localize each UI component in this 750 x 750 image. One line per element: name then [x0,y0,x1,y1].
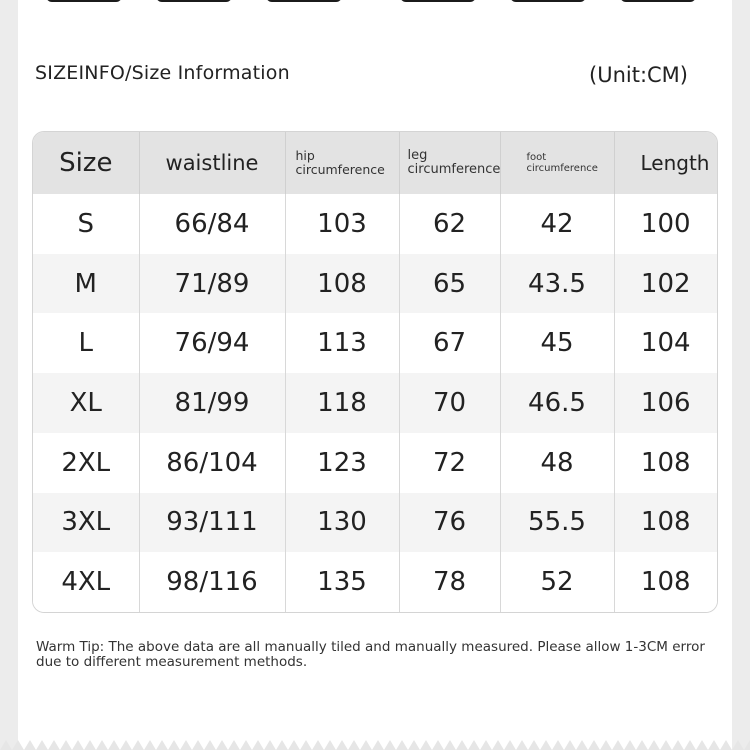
cell-leg: 72 [399,433,500,493]
zigzag-edge-decoration [0,736,750,750]
size-info-card [18,0,732,750]
top-tab-decoration [620,0,696,2]
table-row [33,194,717,254]
top-tab-decoration [266,0,342,2]
cell-size: M [33,254,139,314]
top-tab-decoration [156,0,232,2]
cell-length: 102 [614,254,717,314]
table-row [33,433,717,493]
cell-leg: 78 [399,552,500,612]
column-header-leg: leg circumference [399,132,500,194]
cell-waistline: 76/94 [139,313,285,373]
cell-leg: 65 [399,254,500,314]
table-row [33,373,717,433]
section-title: SIZEINFO/Size Information [35,62,290,84]
cell-waistline: 71/89 [139,254,285,314]
cell-length: 106 [614,373,717,433]
cell-size: S [33,194,139,254]
column-header-size: Size [33,132,139,194]
cell-waistline: 98/116 [139,552,285,612]
cell-size: 2XL [33,433,139,493]
column-header-hip: hip circumference [285,132,399,194]
cell-foot: 55.5 [500,493,614,553]
cell-waistline: 86/104 [139,433,285,493]
cell-foot: 52 [500,552,614,612]
cell-leg: 76 [399,493,500,553]
cell-hip: 118 [285,373,399,433]
cell-size: 4XL [33,552,139,612]
cell-hip: 108 [285,254,399,314]
cell-foot: 43.5 [500,254,614,314]
column-header-foot: foot circumference [500,132,614,194]
size-table-container [32,131,718,613]
cell-length: 108 [614,493,717,553]
size-table [33,132,717,612]
cell-length: 100 [614,194,717,254]
cell-waistline: 93/111 [139,493,285,553]
cell-size: XL [33,373,139,433]
cell-leg: 67 [399,313,500,373]
cell-leg: 62 [399,194,500,254]
cell-hip: 113 [285,313,399,373]
cell-length: 108 [614,552,717,612]
column-header-waistline: waistline [139,132,285,194]
cell-foot: 48 [500,433,614,493]
table-row [33,493,717,553]
cell-hip: 123 [285,433,399,493]
cell-waistline: 66/84 [139,194,285,254]
column-header-length: Length [614,132,717,194]
cell-waistline: 81/99 [139,373,285,433]
warm-tip-note: Warm Tip: The above data are all manually tiled and manually measured. Please allow 1-3CM error due to different measurement methods. [36,639,705,670]
top-tab-decoration [510,0,586,2]
cell-foot: 45 [500,313,614,373]
cell-size: L [33,313,139,373]
top-tab-decoration [400,0,476,2]
cell-length: 108 [614,433,717,493]
cell-foot: 46.5 [500,373,614,433]
cell-size: 3XL [33,493,139,553]
table-row [33,254,717,314]
table-row [33,313,717,373]
cell-hip: 135 [285,552,399,612]
top-tab-decoration [46,0,122,2]
table-header-row [33,132,717,194]
cell-leg: 70 [399,373,500,433]
cell-foot: 42 [500,194,614,254]
table-row [33,552,717,612]
cell-hip: 103 [285,194,399,254]
cell-length: 104 [614,313,717,373]
unit-label: (Unit:CM) [589,63,688,87]
cell-hip: 130 [285,493,399,553]
